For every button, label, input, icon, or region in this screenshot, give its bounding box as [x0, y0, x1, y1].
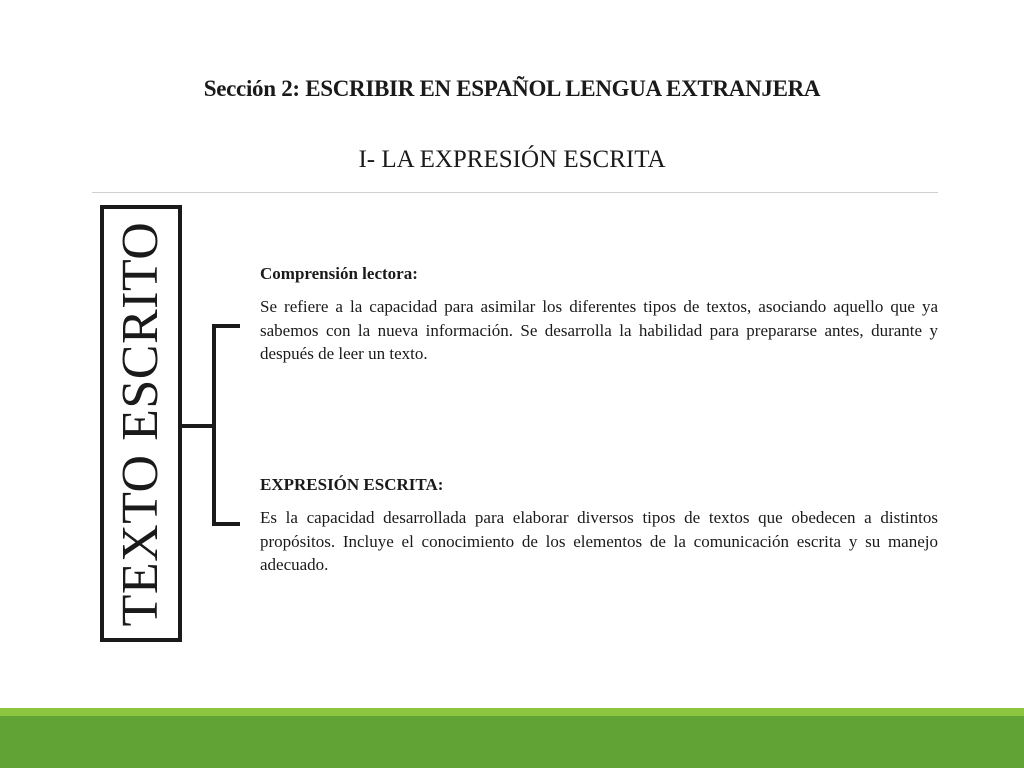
slide-title: Sección 2: ESCRIBIR EN ESPAÑOL LENGUA EXTRANJERA [203, 76, 821, 101]
section-body: Es la capacidad desarrollada para elaborar diversos tipos de textos que obedecen a distintos propósitos. Incluye el conocimiento de los elementos de la comunicación escrita y su manejo adecuado. [260, 508, 938, 574]
section-expresion-escrita [260, 474, 938, 577]
slide-subtitle: I- LA EXPRESIÓN ESCRITA [358, 146, 666, 173]
footer-accent-stripe [0, 708, 1024, 716]
section-body: Se refiere a la capacidad para asimilar los diferentes tipos de textos, asociando aquello que ya sabemos con la nueva información. Se desarrolla la habilidad para prepararse antes, durante y después de leer un texto. [260, 297, 938, 363]
section-heading: EXPRESIÓN ESCRITA: [260, 475, 444, 494]
texto-escrito-label: TEXTO ESCRITO [112, 221, 169, 626]
section-comprension-lectora [260, 263, 938, 366]
bracket-lines [180, 322, 242, 528]
texto-escrito-box [100, 205, 182, 642]
section-heading: Comprensión lectora: [260, 264, 418, 283]
branch-bracket [180, 322, 242, 528]
title-divider [92, 192, 938, 193]
footer-bar [0, 716, 1024, 768]
